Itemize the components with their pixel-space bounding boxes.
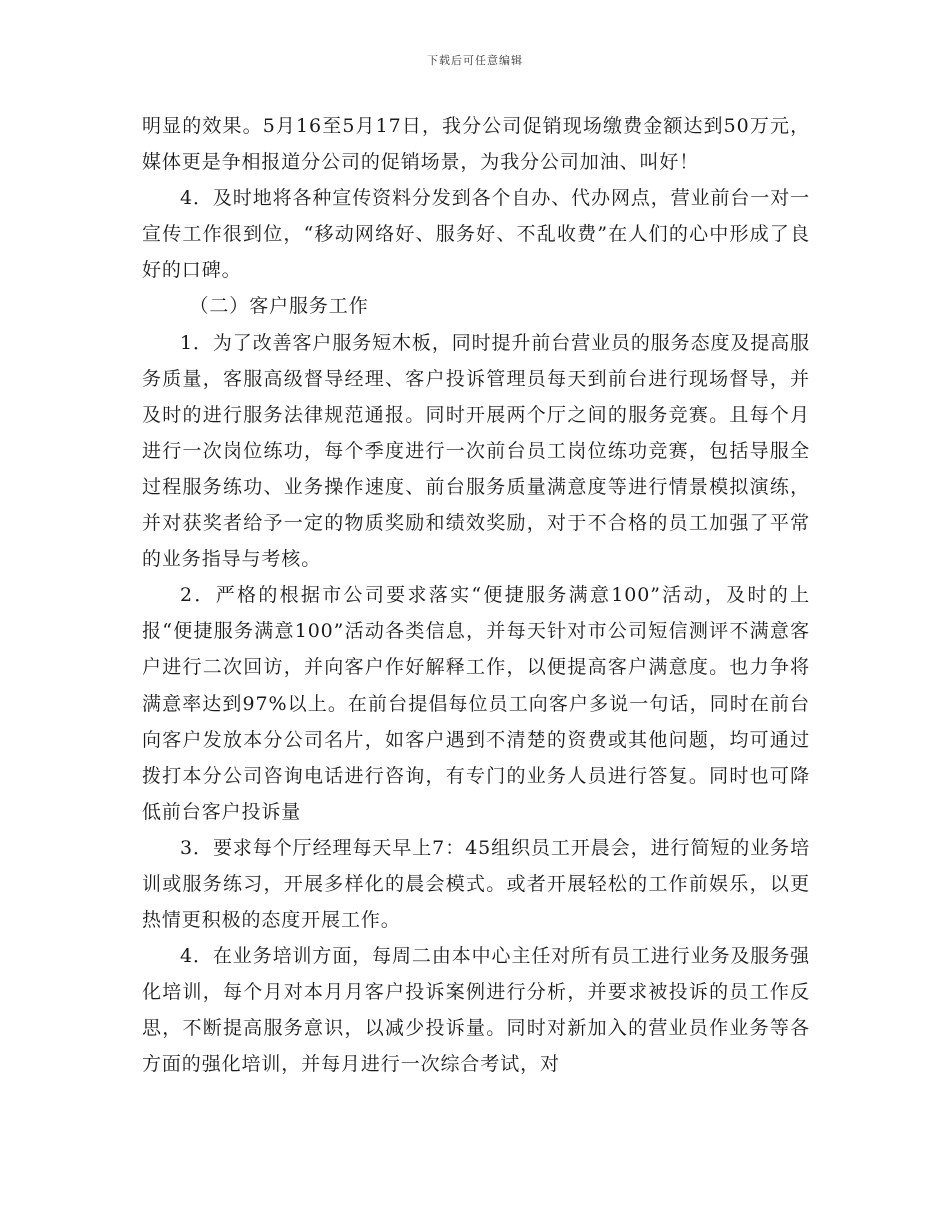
paragraph-item-3-morning-meeting: 3．要求每个厅经理每天早上7：45组织员工开晨会，进行简短的业务培训或服务练习，开展多样化的晨会模式。或者开展轻松的工作前娱乐，以更热情更积极的态度开展工作。	[142, 836, 810, 932]
paragraph-item-2-satisfaction: 2．严格的根据市公司要求落实“便捷服务满意100”活动，及时的上报“便捷服务满意100”活动各类信息，并每天针对市公司短信测评不满意客户进行二次回访，并向客户作好解释工作，以便提高客户满意度。也力争将满意率达到97%以上。在前台提倡每位员工向客户多说一句话，同时在前台向客户发放本分公司名片，如客户遇到不清楚的资费或其他问题，均可通过拨打本分公司咨询电话进行咨询，有专门的业务人员进行答复。同时也可降低前台客户投诉量	[142, 584, 810, 823]
paragraph-item-4-publicity: 4．及时地将各种宣传资料分发到各个自办、代办网点，营业前台一对一宣传工作很到位，“移动网络好、服务好、不乱收费”在人们的心中形成了良好的口碑。	[142, 187, 810, 282]
paragraph-promotion-result: 明显的效果。5月16至5月17日，我分公司促销现场缴费金额达到50万元，媒体更是争相报道分公司的促销场景，为我分公司加油、叫好！	[142, 115, 810, 174]
paragraph-item-4-training: 4．在业务培训方面，每周二由本中心主任对所有员工进行业务及服务强化培训，每个月对本月月客户投诉案例进行分析，并要求被投诉的员工作反思，不断提高服务意识，以减少投诉量。同时对新加入的营业员作业务等各方面的强化培训，并每月进行一次综合考试，对	[142, 945, 810, 1076]
document-body	[142, 108, 810, 1083]
page-header: 下载后可任意编辑	[427, 54, 523, 67]
paragraph-item-1-service-supervision: 1．为了改善客户服务短木板，同时提升前台营业员的服务态度及提高服务质量，客服高级督导经理、客户投诉管理员每天到前台进行现场督导，并及时的进行服务法律规范通报。同时开展两个厅之间的服务竞赛。且每个月进行一次岗位练功，每个季度进行一次前台员工岗位练功竞赛，包括导服全过程服务练功、业务操作速度、前台服务质量满意度等进行情景模拟演练，并对获奖者给予一定的物质奖励和绩效奖励，对于不合格的员工加强了平常的业务指导与考核。	[142, 331, 810, 571]
section-heading-customer-service: （二）客户服务工作	[189, 295, 369, 318]
